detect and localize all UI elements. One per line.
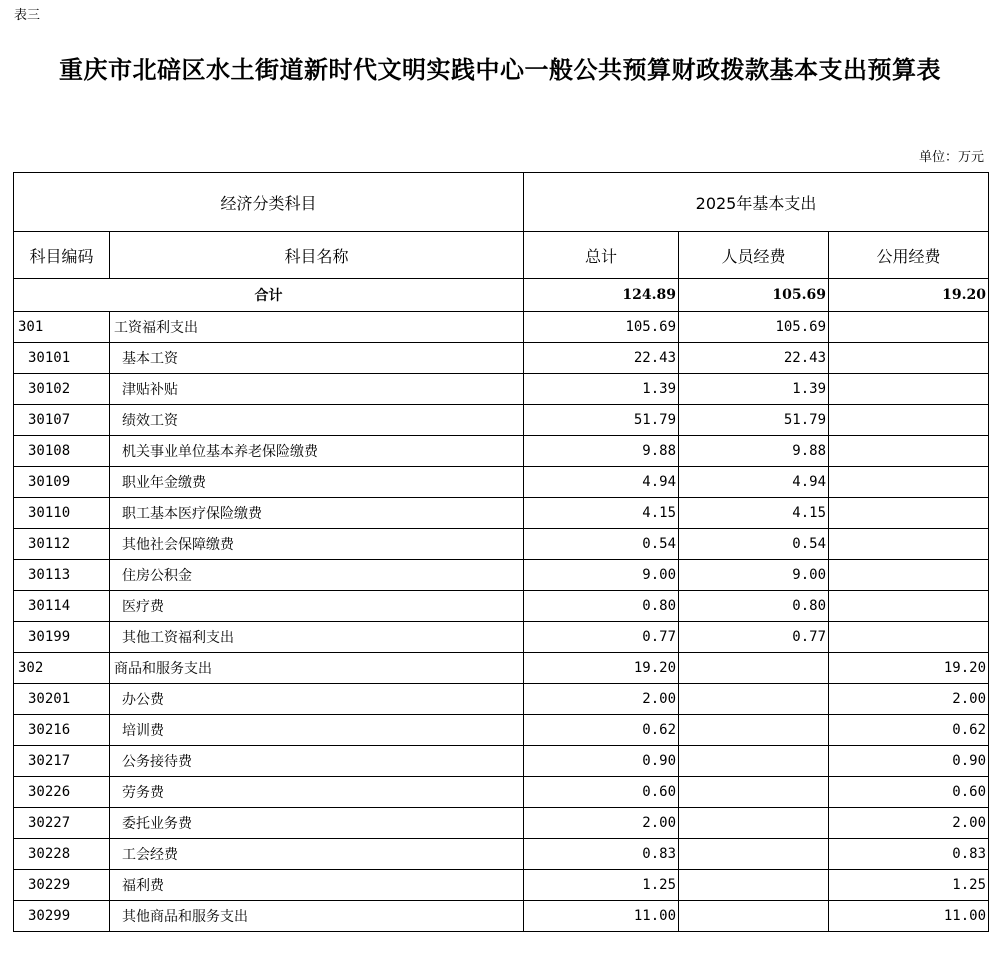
row-public <box>829 467 989 498</box>
table-row <box>14 746 989 777</box>
header-basic-expenditure: 2025年基本支出 <box>524 173 989 232</box>
row-name: 办公费 <box>110 684 524 715</box>
row-personnel: 51.79 <box>679 405 829 436</box>
row-public <box>829 560 989 591</box>
row-personnel <box>679 839 829 870</box>
table-row <box>14 715 989 746</box>
row-total: 0.77 <box>524 622 679 653</box>
row-total: 19.20 <box>524 653 679 684</box>
table-row <box>14 591 989 622</box>
row-name: 其他工资福利支出 <box>110 622 524 653</box>
row-total: 4.94 <box>524 467 679 498</box>
row-code: 30299 <box>14 901 110 932</box>
row-public <box>829 405 989 436</box>
row-code: 30108 <box>14 436 110 467</box>
table-row <box>14 467 989 498</box>
row-name: 其他商品和服务支出 <box>110 901 524 932</box>
row-personnel: 4.94 <box>679 467 829 498</box>
row-code: 30113 <box>14 560 110 591</box>
budget-table <box>13 172 989 932</box>
row-personnel: 0.80 <box>679 591 829 622</box>
totals-personnel: 105.69 <box>679 279 829 312</box>
row-personnel: 9.00 <box>679 560 829 591</box>
totals-label: 合计 <box>14 279 524 312</box>
row-code: 30216 <box>14 715 110 746</box>
row-name: 劳务费 <box>110 777 524 808</box>
header-total: 总计 <box>524 232 679 279</box>
row-code: 30110 <box>14 498 110 529</box>
row-public <box>829 622 989 653</box>
row-public <box>829 374 989 405</box>
totals-total: 124.89 <box>524 279 679 312</box>
row-total: 0.90 <box>524 746 679 777</box>
row-code: 30226 <box>14 777 110 808</box>
row-public <box>829 343 989 374</box>
table-row <box>14 560 989 591</box>
row-total: 4.15 <box>524 498 679 529</box>
row-code: 30101 <box>14 343 110 374</box>
row-public: 19.20 <box>829 653 989 684</box>
row-public <box>829 498 989 529</box>
row-name: 委托业务费 <box>110 808 524 839</box>
row-personnel: 0.54 <box>679 529 829 560</box>
row-name: 机关事业单位基本养老保险缴费 <box>110 436 524 467</box>
row-public: 1.25 <box>829 870 989 901</box>
row-total: 22.43 <box>524 343 679 374</box>
row-name: 工会经费 <box>110 839 524 870</box>
table-row <box>14 436 989 467</box>
row-code: 30114 <box>14 591 110 622</box>
table-row <box>14 870 989 901</box>
row-personnel <box>679 901 829 932</box>
row-code: 30229 <box>14 870 110 901</box>
row-total: 9.88 <box>524 436 679 467</box>
row-public <box>829 529 989 560</box>
row-public <box>829 591 989 622</box>
row-public <box>829 436 989 467</box>
row-personnel: 9.88 <box>679 436 829 467</box>
row-name: 基本工资 <box>110 343 524 374</box>
table-row <box>14 343 989 374</box>
table-label: 表三 <box>14 8 41 23</box>
row-name: 其他社会保障缴费 <box>110 529 524 560</box>
table-row <box>14 529 989 560</box>
row-total: 0.54 <box>524 529 679 560</box>
row-total: 1.25 <box>524 870 679 901</box>
row-public: 2.00 <box>829 808 989 839</box>
row-total: 11.00 <box>524 901 679 932</box>
row-total: 51.79 <box>524 405 679 436</box>
row-name: 职业年金缴费 <box>110 467 524 498</box>
row-name: 福利费 <box>110 870 524 901</box>
row-personnel <box>679 870 829 901</box>
row-name: 津贴补贴 <box>110 374 524 405</box>
totals-row <box>14 279 989 312</box>
row-total: 105.69 <box>524 312 679 343</box>
row-code: 301 <box>14 312 110 343</box>
row-code: 30199 <box>14 622 110 653</box>
header-personnel: 人员经费 <box>679 232 829 279</box>
header-public: 公用经费 <box>829 232 989 279</box>
row-total: 0.62 <box>524 715 679 746</box>
header-name: 科目名称 <box>110 232 524 279</box>
table-row <box>14 901 989 932</box>
row-personnel: 105.69 <box>679 312 829 343</box>
row-total: 0.83 <box>524 839 679 870</box>
header-row-group <box>14 173 989 232</box>
row-public: 2.00 <box>829 684 989 715</box>
row-code: 30228 <box>14 839 110 870</box>
row-total: 2.00 <box>524 808 679 839</box>
row-total: 0.80 <box>524 591 679 622</box>
row-name: 绩效工资 <box>110 405 524 436</box>
row-name: 培训费 <box>110 715 524 746</box>
row-personnel <box>679 777 829 808</box>
row-total: 2.00 <box>524 684 679 715</box>
row-code: 30109 <box>14 467 110 498</box>
table-row <box>14 777 989 808</box>
row-code: 302 <box>14 653 110 684</box>
row-name: 商品和服务支出 <box>110 653 524 684</box>
row-code: 30112 <box>14 529 110 560</box>
row-code: 30107 <box>14 405 110 436</box>
row-personnel <box>679 746 829 777</box>
row-personnel <box>679 715 829 746</box>
row-name: 职工基本医疗保险缴费 <box>110 498 524 529</box>
table-row <box>14 653 989 684</box>
row-name: 工资福利支出 <box>110 312 524 343</box>
table-row <box>14 839 989 870</box>
table-row <box>14 405 989 436</box>
row-code: 30227 <box>14 808 110 839</box>
row-code: 30217 <box>14 746 110 777</box>
header-code: 科目编码 <box>14 232 110 279</box>
row-personnel <box>679 808 829 839</box>
row-public: 0.83 <box>829 839 989 870</box>
unit-label: 单位：万元 <box>918 150 984 165</box>
row-personnel <box>679 653 829 684</box>
row-public: 0.90 <box>829 746 989 777</box>
totals-public: 19.20 <box>829 279 989 312</box>
table-row <box>14 312 989 343</box>
row-personnel: 0.77 <box>679 622 829 653</box>
row-personnel: 22.43 <box>679 343 829 374</box>
row-public: 0.62 <box>829 715 989 746</box>
row-personnel: 1.39 <box>679 374 829 405</box>
row-personnel <box>679 684 829 715</box>
header-economic-category: 经济分类科目 <box>14 173 524 232</box>
row-public <box>829 312 989 343</box>
row-total: 1.39 <box>524 374 679 405</box>
header-row-columns <box>14 232 989 279</box>
table-row <box>14 684 989 715</box>
page-title: 重庆市北碚区水土街道新时代文明实践中心一般公共预算财政拨款基本支出预算表 <box>59 55 941 84</box>
row-code: 30102 <box>14 374 110 405</box>
table-row <box>14 498 989 529</box>
row-public: 11.00 <box>829 901 989 932</box>
table-row <box>14 622 989 653</box>
row-personnel: 4.15 <box>679 498 829 529</box>
row-name: 公务接待费 <box>110 746 524 777</box>
row-name: 医疗费 <box>110 591 524 622</box>
table-row <box>14 374 989 405</box>
row-total: 0.60 <box>524 777 679 808</box>
row-name: 住房公积金 <box>110 560 524 591</box>
row-total: 9.00 <box>524 560 679 591</box>
row-code: 30201 <box>14 684 110 715</box>
table-row <box>14 808 989 839</box>
row-public: 0.60 <box>829 777 989 808</box>
